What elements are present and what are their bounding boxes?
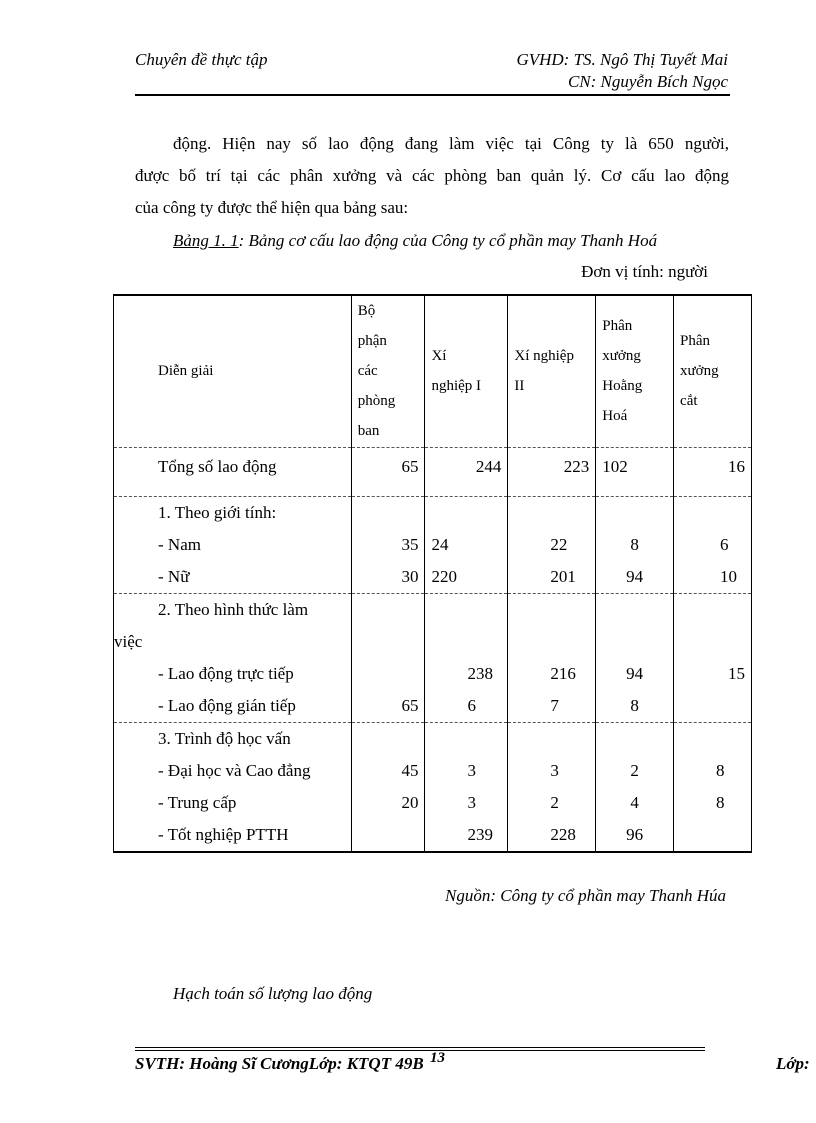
caption-label: Bảng 1. 1 (173, 231, 239, 250)
table-row-education: 3. Trình độ học vấn - Đại học và Cao đẳng - Trung cấp - Tốt nghiệp PTTH 45 20 3 3 239 3 2 228 2 4 96 8 8 (114, 722, 752, 852)
header-col-departments: Bộ phận các phòng ban (351, 295, 425, 447)
section-subheading: Hạch toán số lượng lao động (173, 984, 373, 1003)
table-caption (173, 231, 657, 251)
table-row-work-type: 2. Theo hình thức làm việc - Lao động trực tiếp - Lao động gián tiếp 65 238 6 216 7 94 8 15 (114, 593, 752, 722)
section-title: 1. Theo giới tính: (158, 502, 277, 522)
labor-structure-table (113, 294, 752, 853)
header-right-line1: GVHD: TS. Ngô Thị Tuyết Mai (516, 50, 728, 69)
table-header-row (114, 295, 752, 447)
table-row-total: Tổng số lao động 65 244 223 102 16 (114, 447, 752, 496)
header-col-enterprise-1: Xí nghiệp I (425, 295, 508, 447)
footer-class-right: Lớp: (776, 1054, 810, 1073)
paragraph-line-3: của công ty được thể hiện qua bảng sau: (135, 198, 409, 217)
header-col-enterprise-2: Xí nghiệp II (508, 295, 596, 447)
header-col-hoang-hoa: Phân xưởng Hoằng Hoá (596, 295, 674, 447)
header-left: Chuyên đề thực tập (135, 50, 268, 69)
footer-student: SVTH: Hoàng Sĩ CươngLớp: KTQT 49B (135, 1054, 424, 1073)
footer-rule-2 (135, 1050, 705, 1051)
page-number: 13 (430, 1050, 445, 1066)
header-col-cutting: Phân xưởng cắt (674, 295, 752, 447)
table-row-gender: 1. Theo giới tính: - Nam - Nữ 35 30 24 220 22 201 8 94 6 10 (114, 496, 752, 593)
body-paragraph (135, 128, 729, 224)
paragraph-line-1: động. Hiện nay số lao động đang làm việc tại Công ty là 650 người, (173, 134, 729, 153)
paragraph-line-2: được bố trí tại các phân xưởng và các phòng ban quản lý. Cơ cấu lao động (135, 166, 729, 185)
header-rule (135, 94, 730, 96)
unit-label: Đơn vị tính: người (581, 262, 708, 281)
header-desc: Diễn giải (114, 295, 352, 447)
caption-text: : Bảng cơ cấu lao động của Công ty cổ phần may Thanh Hoá (238, 231, 658, 250)
header-right-line2: CN: Nguyễn Bích Ngọc (567, 72, 728, 91)
footer-rule-1 (135, 1047, 705, 1048)
table-source: Nguồn: Công ty cổ phần may Thanh Húa (445, 886, 726, 905)
